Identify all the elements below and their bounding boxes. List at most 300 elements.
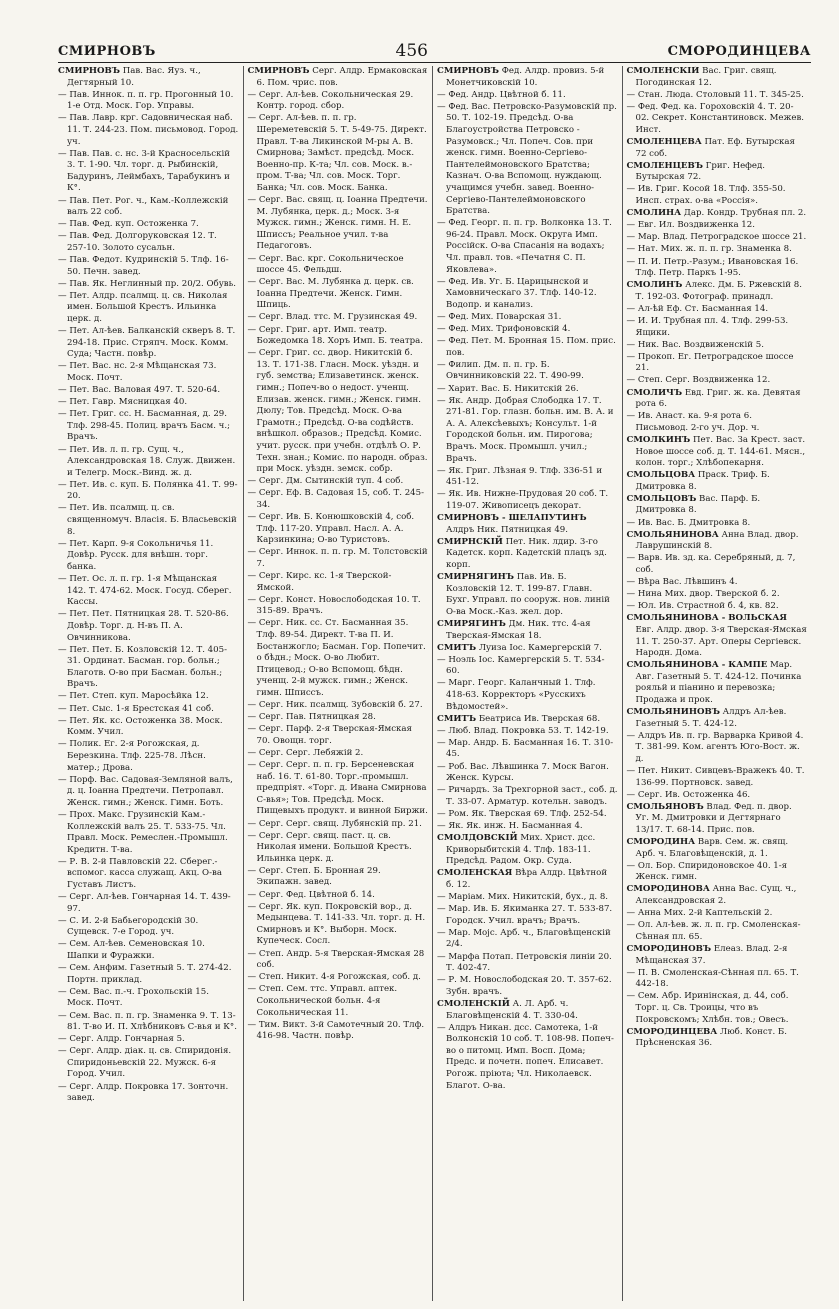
directory-entry [248, 113, 429, 194]
entry-text: — Серг. Григ. сс. двор. Никитскій б. 13. Т. 171-38. Гласн. Моск. уѣздн. и губ. земства; Елизаветинск. женск. гимн.; Попеч-во о недост. ученщ. Елизав. женск. гимн.; Женск. гимн. Дюлу; Тов. Предсѣд. Моск. О-ва Грамотн.; Предсѣд. О-ва содѣйств. внѣшкол. образов.; Предсѣд. Комис. учит. русск. при учебн. отдѣлѣ О. Р. Техн. знан.; Комис. по народн. образ. при Моск. уѣздн. земск. собр. [247, 348, 428, 475]
directory-entry [627, 470, 808, 493]
entry-text: — Серг. Ник. сс. Ст. Басманная 35. Тлф. 89-54. Директ. Т-ва П. И. Бостанжогло; Басман. Гор. Попечит. о бѣдн.; Моск. О-во Любит. Птицевод.; О-во Вспомощ. бѣдн. ученщ. 2-й мужск. гимн.; Женск. гимн. Шписсъ. [247, 618, 426, 698]
entry-text: — Алдръ Никан. дсс. Самотека, 1-й Волконскій 10 соб. Т. 108-98. Попеч-во о питомц. Имп. Восп. Дома; Предс. и почетн. попеч. Елисавет. Рогож. пріюта; Чл. Николаевск. Благот. О-ва. [437, 1022, 614, 1091]
entry-text: — Маріам. Мих. Никитскій, бух., д. 8. [437, 892, 609, 903]
directory-entry [627, 411, 808, 434]
entry-surname: СМИРНЯГИНЪ [437, 572, 515, 583]
entry-text: — Мар. Андр. Б. Басманная 16. Т. 310-45. [437, 737, 614, 760]
directory-entry [627, 577, 808, 589]
directory-entry [58, 539, 239, 574]
entry-text: — Пав. Фед. Долгоруковская 12. Т. 257-10. Золото сусальн. [58, 231, 217, 253]
directory-entry [58, 255, 239, 278]
directory-entry [437, 90, 618, 102]
entry-surname: СМИРНСКІЙ [437, 536, 503, 547]
directory-entry [248, 700, 429, 712]
entry-text: — Евг. Ил. Воздвиженка 12. [626, 220, 755, 231]
page-header [58, 38, 811, 63]
directory-entry [627, 220, 808, 232]
directory-entry [627, 1027, 808, 1050]
entry-text: — Як. Як. инж. Н. Басманная 4. [437, 821, 583, 831]
entry-text: — Марг. Георг. Каланчный 1. Тлф. 418-63. Корректоръ «Русскихъ Вѣдомостей». [437, 678, 596, 712]
directory-entry [248, 325, 429, 348]
directory-entry [627, 304, 808, 316]
directory-entry [58, 810, 239, 856]
entry-text: — Сем. Ал-ѣев. Семеновская 10. Шапки и Фуражки. [58, 939, 205, 962]
entry-text: Вѣра Алдр. Цвѣтной б. 12. [446, 868, 608, 890]
entry-text: — П. В. Смоленская-Сѣнная пл. 65. Т. 442-18. [626, 967, 799, 990]
entry-surname: СМОЛЬЯНИНОВА - ВОЛЬСКАЯ [626, 613, 787, 624]
directory-entry [627, 731, 808, 766]
entry-text: Елеаз. Влад. 2-я Мѣщанская 37. [635, 943, 788, 966]
directory-entry [58, 857, 239, 892]
entry-text: — Серг. Серг. п. п. гр. Берсеневская наб. 16. Т. 61-80. Торг.-промышл. предпріят. «Торг. д. Ивана Смирнова С-вья»; Тов. Предсѣд. Моск. Пищевыхъ продукт. и винной Биржи. [247, 760, 428, 817]
entry-text: Беатриса Ив. Тверская 68. [476, 713, 601, 724]
directory-entry [58, 963, 239, 986]
directory-entry [58, 231, 239, 254]
directory-entry [58, 409, 239, 444]
entry-text: — Пав. Фед. куп. Остоженка 7. [58, 219, 199, 230]
entry-text: — Пет. Пет. Б. Козловскій 12. Т. 405-31. Ординат. Басман. гор. больн.; Благотв. О-во при Басман. больн.; Врачъ. [58, 644, 227, 690]
entry-text: Анна Вас. Сущ. ч., Александровская 2. [635, 884, 797, 907]
entry-text: — Ол. Бор. Спиридоновское 40. 1-я Женск. гимн. [626, 860, 788, 883]
directory-entry [248, 984, 429, 1019]
directory-entry [437, 714, 618, 726]
entry-text: — Р. М. Новослободская 20. Т. 357-62. Зубн. врачъ. [437, 975, 612, 997]
directory-entry [437, 952, 618, 975]
directory-entry [627, 244, 808, 256]
directory-entry [248, 547, 429, 570]
entry-text: — Вѣра Вас. Лѣвшинъ 4. [626, 577, 738, 588]
entry-text: Дм. Ник. ттс. 4-ая Тверская-Ямская 18. [446, 618, 591, 641]
entry-text: Праск. Триф. Б. Дмитровка 8. [635, 470, 770, 492]
entry-text: — Серг. Влад. ттс. М. Грузинская 49. [247, 312, 418, 323]
entry-surname: СМОЛИНА [626, 208, 682, 219]
entry-text: Пав. Вас. Яуз. ч., Дегтярный 10. [67, 66, 201, 88]
entry-text: Анна Влад. двор. Лаврушинскій 8. [635, 529, 799, 552]
directory-entry [58, 939, 239, 962]
directory-entry [627, 861, 808, 884]
entry-text: — Як. Андр. Добрая Слободка 17. Т. 271-81. Гор. глазн. больн. им. В. А. и А. А. Алексѣевыхъ; Консульт. 1-й Городской больн. им. Пирогова; Врачъ. Моск. Промышл. учил.; Врачъ. [437, 395, 614, 464]
entry-surname: СМОЛЕНСКІЙ [626, 66, 700, 76]
directory-entry [437, 466, 618, 489]
directory-entry [58, 716, 239, 739]
directory-entry [58, 397, 239, 409]
entry-text: — Серг. Алдр. Покровка 17. Зонточн. завед. [58, 1081, 229, 1104]
directory-entry [437, 726, 618, 738]
entry-text: — Р. В. 2-й Павловскій 22. Сберег.-вспомог. касса служащ. Акц. О-ва Густавъ Листъ. [58, 856, 222, 890]
directory-entry [627, 257, 808, 280]
entry-text: — Серг. Серг. Лебяжій 2. [247, 747, 364, 758]
directory-entry [627, 968, 808, 991]
entry-text: — Серг. Иннок. п. п. гр. М. Толстовскій 7. [247, 547, 428, 569]
entry-text: — С. И. 2-й Бабьегородскій 30. Сущевск. 7-е Город. уч. [58, 915, 199, 938]
entry-text: — Серг. Григ. арт. Имп. театр. Божедомка 18. Хоръ Имп. Б. театра. [247, 324, 423, 347]
entry-text: Пав. Ив. Б. Козловскій 12. Т. 199-87. Главн. Бухг. Управл. по сооруж. нов. линій О-ва Моск.-Каз. жел. дор. [446, 572, 610, 617]
entry-surname: СМИРНОВЪ [247, 66, 310, 76]
directory-entry [248, 890, 429, 902]
directory-entry [248, 760, 429, 818]
entry-surname: СМОЛЬЦОВЪ [626, 493, 697, 504]
column-3 [432, 66, 622, 1301]
directory-entry [58, 609, 239, 644]
directory-entry [627, 494, 808, 517]
running-head-left: СМИРНОВЪ [58, 44, 156, 59]
entry-text: — Харит. Вас. Б. Никитскій 26. [437, 383, 579, 394]
entry-text: — Ал-ѣй Еф. Ст. Басманная 14. [626, 303, 769, 314]
entry-text: Евд. Григ. ж. ка. Девятая рота 6. [635, 387, 801, 410]
directory-entry [58, 503, 239, 538]
directory-entry [437, 537, 618, 572]
directory-entry [248, 476, 429, 488]
directory-entry [248, 866, 429, 889]
column-1 [58, 66, 243, 1301]
directory-entry [627, 908, 808, 920]
directory-entry [248, 1020, 429, 1043]
entry-text: — Серг. Ник. псалмщ. Зубовскій б. 27. [247, 700, 423, 711]
directory-entry [627, 707, 808, 730]
entry-text: — Мар. Ив. Б. Якиманка 27. Т. 533-87. Городск. Учил. врачъ; Врачъ. [437, 904, 613, 926]
directory-entry [437, 619, 618, 642]
directory-entry [627, 837, 808, 860]
entry-text: — Серг. Фед. Цвѣтной б. 14. [247, 889, 375, 900]
entry-text: — Роб. Вас. Лѣвшинка 7. Моск Вагон. Женск. Курсы. [437, 761, 609, 784]
directory-entry [437, 66, 618, 89]
page-number: 456 [395, 41, 428, 61]
directory-entry [627, 660, 808, 706]
entry-text: — Пет. Степ. куп. Маросѣйка 12. [58, 691, 209, 702]
entry-surname: СМИРНОВЪ [437, 66, 500, 76]
directory-entry [627, 802, 808, 837]
entry-text: — Серг. Серг. свящ. паст. ц. св. Николая имени. Большой Крестъ. Ильинка церк. д. [247, 830, 412, 864]
directory-entry [58, 775, 239, 810]
entry-text: — Як. Ив. Нижне-Прудовая 20 соб. Т. 119-07. Живописецъ декорат. [437, 489, 609, 511]
entry-text: — Серг. Степ. Б. Бронная 29. Экипажн. завед. [247, 865, 381, 888]
entry-text: — Сем. Вас. п. п. гр. Знаменка 9. Т. 13-81. Т-во И. П. Хлѣбниковъ С-вья и К°. [58, 1010, 237, 1033]
entry-text: — Степ. Андр. 5-я Тверская-Ямская 28 соб. [247, 948, 425, 971]
directory-entry [437, 999, 618, 1022]
entry-text: — Пет. Никит. Сивцевъ-Вражекъ 40. Т. 136-99. Портновск. завед. [626, 766, 805, 788]
directory-entry [58, 1034, 239, 1046]
entry-surname: СМОЛЕНСКІЙ [437, 998, 510, 1009]
entry-text: — Пет. Ив. л. п. гр. Сущ. ч., Александровская 18. Служ. Движен. и Телегр. Моск.-Винд. ж. д. [58, 444, 236, 478]
entry-text: — Степ. Сем. ттс. Управл. аптек. Сокольнической больн. 4-я Сокольническая 11. [247, 984, 398, 1018]
entry-text: — Фед. Мих. Поварская 31. [437, 311, 562, 322]
entry-surname: СМОЛЕНЦЕВА [626, 137, 702, 148]
entry-text: — Степ. Никит. 4-я Рогожская, соб. д. [247, 972, 421, 983]
directory-entry [248, 595, 429, 618]
entry-text: — Фед. Андр. Цвѣтной б. 11. [437, 89, 566, 100]
directory-entry [248, 195, 429, 253]
directory-entry [437, 738, 618, 761]
directory-entry [437, 975, 618, 998]
directory-entry [248, 618, 429, 699]
directory-entry [437, 513, 618, 536]
directory-entry [627, 388, 808, 411]
entry-surname: СМИРНОВЪ [58, 66, 121, 76]
entry-text: Серг. Алдр. Ермаковская 6. Пом. чрис. пов. [256, 66, 428, 88]
directory-entry [58, 326, 239, 361]
directory-entry [627, 375, 808, 387]
directory-entry [58, 279, 239, 291]
entry-text: — Пав. Пет. Рог. ч., Кам.-Коллежскій валъ 22 соб. [58, 195, 229, 218]
entry-text: — Пав. Лавр. крг. Садовническая наб. 11. Т. 244-23. Пом. письмовод. Город. уч. [58, 113, 239, 147]
entry-text: Алдръ Ал-ѣев. Газетный 5. Т. 424-12. [635, 707, 787, 729]
column-4 [622, 66, 812, 1301]
directory-entry [627, 884, 808, 907]
directory-entry [627, 790, 808, 802]
entry-text: — Нат. Мих. ж. п. п. гр. Знаменка 8. [626, 244, 792, 255]
entry-text: — И. И. Трубная пл. 4. Тлф. 299-53. Ящики. [626, 315, 789, 338]
directory-entry [58, 66, 239, 89]
entry-text: — Пет. Ос. л. п. гр. 1-я Мѣщанская 142. Т. 474-62. Моск. Госуд. Сберег. Кассы. [58, 574, 232, 608]
entry-text: Алекс. Дм. Б. Ржевскій 8. Т. 192-03. Фотограф. принадл. [635, 280, 802, 302]
entry-text: — Серг. Як. куп. Покровскій вор., д. Медынцева. Т. 141-33. Чл. торг. д. Н. Смирновъ и К°. Выборн. Моск. Купеческ. Сосл. [247, 901, 426, 947]
directory-entry [627, 232, 808, 244]
entry-text: — Серг. Парф. 2-я Тверская-Ямская 70. Овощн. торг. [247, 724, 412, 746]
directory-entry [627, 589, 808, 601]
directory-entry [58, 691, 239, 703]
entry-text: — Як. Григ. Лѣзная 9. Тлф. 336-51 и 451-12. [437, 465, 603, 488]
entry-surname: СМОЛЬЯНИНОВЪ [626, 707, 720, 718]
directory-entry [248, 724, 429, 747]
entry-text: — Люб. Влад. Покровка 53. Т. 142-19. [437, 725, 609, 736]
entry-text: — Полик. Ег. 2-я Рогожская, д. Березкина. Тлф. 225-78. Лѣсн. матер.; Дрова. [58, 739, 206, 773]
directory-entry [627, 530, 808, 553]
directory-entry [627, 66, 808, 89]
directory-entry [627, 340, 808, 352]
directory-entry [627, 90, 808, 102]
directory-entry [58, 149, 239, 195]
entry-text: — Серг. Пав. Пятницкая 28. [247, 712, 376, 723]
entry-surname: СМОЛЕНЦЕВЪ [626, 160, 703, 171]
column-2 [243, 66, 433, 1301]
directory-entry [248, 348, 429, 476]
entry-text: — Сем. Вас. п.-ч. Грохольскій 15. Моск. Почт. [58, 986, 209, 1009]
directory-entry [58, 480, 239, 503]
directory-entry [58, 704, 239, 716]
entry-text: — Мар. Мојс. Арб. ч., Благовѣщенскій 2/4. [437, 927, 611, 950]
directory-entry [627, 137, 808, 160]
entry-text: — Серг. Ал-ѣев. п. п. гр. Шереметевскій 5. Т. 5-49-75. Директ. Правл. Т-ва Ликинской М-ры А. В. Смирнова; Замѣст. предсѣд. Моск. Военно-пр. К-та; Чл. сов. Моск. в.-пром. Т-ва; Чл. сов. Моск. Торг. Банка; Чл. сов. Моск. Банка. [247, 113, 427, 193]
entry-text: — Пав. Федот. Кудринскій 5. Тлф. 16-50. Печн. завед. [58, 255, 229, 277]
entry-text: — Ник. Вас. Воздвиженскій 5. [626, 339, 764, 350]
entry-text: — Серг. Алдр. Гончарная 5. [58, 1034, 185, 1045]
entry-text: — Серг. Еф. В. Садовая 15, соб. Т. 245-34. [247, 488, 424, 510]
entry-text: — Фед. Георг. п. п. гр. Волконка 13. Т. 96-24. Правл. Моск. Округа Имп. Россійск. О-ва Спасанія на водахъ; Чл. правл. тов. «Печатня С. П. Яковлева». [437, 218, 612, 275]
entry-text: Луиза Іос. Камергерскій 7. [476, 642, 602, 653]
entry-surname: СМОРОДИНОВА [626, 884, 710, 895]
entry-text: — Прокоп. Ег. Петроградское шоссе 21. [626, 351, 794, 374]
directory-entry [437, 809, 618, 821]
directory-entry [58, 987, 239, 1010]
entry-text: — П. И. Петр.-Разум.; Ивановская 16. Тлф. Петр. Паркъ 1-95. [626, 256, 799, 279]
entry-text: — Пав. Як. Неглинный пр. 20/2. Обувь. [58, 278, 237, 289]
directory-entry [248, 748, 429, 760]
entry-text: — Серг. Алдр. діак. ц. св. Спиридонія. Спиридоньевскій 22. Мужск. 6-я Город. Учил. [58, 1046, 232, 1080]
entry-surname: СМОЛИНЪ [626, 280, 683, 291]
entry-text: Пат. Еф. Бутырская 72 соб. [635, 137, 795, 159]
directory-entry [437, 1023, 618, 1093]
entry-text: — Пет. Алдр. псалмщ. ц. св. Николая имен. Большой Крестъ. Ильинка церк. д. [58, 290, 228, 324]
entry-text: — Серг. Серг. свящ. Лубянскій пр. 21. [247, 818, 422, 829]
entry-text: — Ив. Анаст. ка. 9-я рота 6. Письмовод. 2-го уч. Дор. ч. [626, 411, 760, 433]
directory-entry [58, 219, 239, 231]
entry-text: — Стан. Люда. Столовый 11. Т. 345-25. [626, 89, 804, 100]
directory-entry [58, 445, 239, 480]
entry-text: — Пет. Сыс. 1-я Брестская 41 соб. [58, 703, 214, 714]
directory-entry [58, 1011, 239, 1034]
entry-text: — Серг. Ал-ѣев. Сокольническая 29. Контр. город. сбор. [247, 89, 414, 112]
directory-entry [437, 643, 618, 655]
directory-entry [627, 280, 808, 303]
directory-entry [58, 361, 239, 384]
entry-text: — Пет. Ив. псалмщ. ц. св. священномуч. Власія. Б. Власьевскій 8. [58, 503, 237, 537]
entry-text: — Ив. Григ. Косой 18. Тлф. 355-50. Инсп. страх. о-ва «Россія». [626, 184, 786, 207]
entry-text: — Пет. Григ. сс. Н. Басманная, д. 29. Тлф. 298-45. Полиц. врачъ Басм. ч.; Врачъ. [58, 409, 230, 443]
directory-entry [627, 518, 808, 530]
entry-text: — Серг. Ал-ѣев. Гончарная 14. Т. 439-97. [58, 892, 231, 914]
directory-entry [58, 196, 239, 219]
entry-text: Фед. Алдр. провиз. 5-й Монетчиковскій 10. [446, 66, 605, 88]
directory-entry [437, 396, 618, 466]
directory-entry [627, 991, 808, 1026]
entry-surname: СМОРОДИНОВЪ [626, 943, 712, 954]
directory-entry [58, 291, 239, 326]
entry-text: — Алдръ Ив. п. гр. Варварка Кривой 4. Т. 381-99. Ком. агентъ Юго-Вост. ж. д. [626, 730, 804, 764]
entry-text: А. Л. Арб. ч. Благовѣщенскій 4. Т. 330-04. [446, 998, 578, 1021]
directory-entry [437, 218, 618, 276]
entry-surname: СМОРОДИНЦЕВА [626, 1026, 718, 1037]
directory-entry [437, 489, 618, 512]
directory-entry [627, 352, 808, 375]
directory-entry [437, 833, 618, 868]
entry-text: — Серг. Вас. М. Лубянка д. церк. св. Іоанна Предтечи. Женск. Гимн. Шпиць. [247, 277, 414, 311]
entry-surname: СМИТЪ [437, 713, 477, 724]
directory-entry [248, 66, 429, 89]
directory-entry [248, 488, 429, 511]
entry-text: — Прох. Макс. Грузинскій Кам.-Коллежскій валъ 25. Т. 533-75. Чл. Правл. Моск. Ремеслен.-Промышл. Кредитн. Т-ва. [58, 809, 228, 855]
entry-text: Люб. Конст. Б. Прѣсненская 36. [635, 1026, 787, 1049]
entry-text: — Пет. Карп. 9-я Сокольничья 11. Довѣр. Русск. для внѣшн. торг. банка. [58, 538, 214, 572]
directory-entry [58, 574, 239, 609]
directory-columns [58, 66, 811, 1301]
entry-text: — Нина Мих. двор. Тверской б. 2. [626, 589, 780, 600]
entry-surname: СМОЛЬЯНИНОВА - КАМПЕ [626, 660, 768, 671]
directory-entry [248, 819, 429, 831]
directory-entry [437, 892, 618, 904]
directory-entry [248, 571, 429, 594]
directory-entry [627, 102, 808, 137]
entry-text: Алдръ Ник. Пятницкая 49. [446, 524, 568, 535]
entry-text: — Пав. Пав. с. нс. 3-й Красносельскій 3. Т. 1-90. Чл. торг. д. Рыбинскій, Бадуринъ, Леймбахъ, Тарабукинъ и К°. [58, 148, 230, 194]
entry-surname: СМИРНОВЪ - ШЕЛАПУТИНЪ [437, 513, 587, 524]
directory-entry [437, 928, 618, 951]
directory-entry [58, 90, 239, 113]
entry-text: — Пет. Ив. с. куп. Б. Полянка 41. Т. 99-20. [58, 479, 238, 502]
entry-text: — Сем. Анфим. Газетный 5. Т. 274-42. Портн. приклад. [58, 963, 232, 985]
directory-entry [437, 102, 618, 218]
directory-entry [58, 1046, 239, 1081]
entry-text: Пет. Вас. За Крест. заст. Новое шоссе соб. д. Т. 144-61. Мясн., колон. торг.; Хлѣбопекарня. [635, 434, 806, 469]
entry-text: Пет. Ник. лдир. 3-го Кадетск. корп. Кадетскій плацъ зд. корп. [446, 536, 607, 570]
directory-entry [437, 312, 618, 324]
entry-text: Влад. Фед. п. двор. Уг. М. Дмитровки и Дегтярнаго 13/17. Т. 68-14. Прис. пов. [635, 801, 792, 835]
entry-text: — Юл. Ив. Страстной б. 4, кв. 82. [626, 601, 779, 612]
directory-entry [58, 892, 239, 915]
entry-text: — Пет. Вас. Валовая 497. Т. 520-64. [58, 385, 221, 396]
entry-text: Варв. Сем. ж. свящ. Арб. ч. Благовѣщенскій, д. 1. [635, 837, 789, 859]
directory-entry [248, 90, 429, 113]
entry-text: — Сем. Абр. Иринінская, д. 44, соб. Торг. ц. Св. Троицы, что въ Покровскомъ; Хлѣбн. тов.; Овесъ. [626, 991, 789, 1025]
directory-entry [437, 868, 618, 891]
entry-text: — Анна Мих. 2-й Каптельскій 2. [626, 908, 773, 919]
directory-entry [58, 113, 239, 148]
entry-text: — Пав. Иннок. п. п. гр. Прогонный 10. 1-е Отд. Моск. Гор. Управы. [58, 89, 234, 112]
directory-entry [248, 949, 429, 972]
directory-entry [437, 277, 618, 312]
entry-text: — Серг. Вас. крг. Сокольническое шоссе 45. Фельдш. [247, 253, 404, 276]
directory-entry [58, 385, 239, 397]
entry-text: — Пет. Як. кс. Остоженка 38. Моск. Комм. Учил. [58, 715, 223, 738]
entry-text: Григ. Нефед. Бутырская 72. [635, 160, 765, 183]
entry-text: Мих. Христ. дсс. Криворыбитскій 4. Тлф. 183-11. Предсѣд. Радом. Окр. Суда. [446, 833, 596, 867]
directory-entry [627, 601, 808, 613]
entry-text: — Пет. Пет. Пятницкая 28. Т. 520-86. Довѣр. Торг. д. Н-въ П. А. Овчинникова. [58, 609, 229, 643]
directory-entry [248, 254, 429, 277]
directory-entry [58, 739, 239, 774]
entry-text: — Ноэль Іос. Камергерскій 5. Т. 534-60. [437, 654, 605, 677]
entry-text: — Варв. Ив. зд. ка. Серебряный, д. 7, соб. [626, 553, 796, 575]
entry-text: — Серг. Ив. Б. Конюшковскій 4, соб. Тлф. 117-20. Управл. Насл. А. А. Карзинкина; О-во Туристовъ. [247, 512, 415, 546]
directory-entry [627, 553, 808, 576]
entry-text: — Фед. Ив. Уг. Б. Царицынской и Хамовническаго 37. Тлф. 140-12. Водопр. и канализ. [437, 276, 597, 310]
directory-entry [248, 712, 429, 724]
directory-entry [437, 384, 618, 396]
entry-text: — Фед. Пет. М. Бронная 15. Пом. прис. пов. [437, 336, 616, 358]
directory-entry [248, 972, 429, 984]
directory-entry [437, 655, 618, 678]
directory-entry [437, 762, 618, 785]
directory-entry [437, 360, 618, 383]
running-head-right: СМОРОДИНЦЕВА [667, 44, 811, 59]
entry-text: — Тим. Викт. 3-й Самотечный 20. Тлф. 416-98. Частн. повѣр. [247, 1019, 425, 1042]
entry-surname: СМИРЯГИНЪ [437, 618, 506, 629]
directory-entry [437, 785, 618, 808]
directory-entry [248, 902, 429, 948]
entry-surname: СМОЛЬЯНИНОВА [626, 529, 719, 540]
entry-text: — Фед. Мих. Трифоновскій 4. [437, 324, 571, 335]
entry-text: — Мар. Влад. Петроградское шоссе 21. [626, 232, 807, 243]
entry-text: — Серг. Ив. Остоженка 46. [626, 789, 751, 800]
directory-entry [627, 316, 808, 339]
entry-surname: СМОЛЕНСКАЯ [437, 868, 513, 879]
entry-text: — Ол. Ал-ѣев. ж. л. п. гр. Смоленская-Сѣнная пл. 65. [626, 920, 801, 942]
directory-entry [437, 324, 618, 336]
entry-text: — Филип. Дм. п. п. гр. Б. Овчинниковскій 22. Т. 490-99. [437, 359, 584, 382]
entry-text: — Фед. Фед. ка. Гороховскій 4. Т. 20-02. Секрет. Константиновск. Межев. Инст. [626, 101, 805, 135]
entry-surname: СМОЛКИНЪ [626, 434, 691, 445]
directory-entry [248, 277, 429, 312]
directory-entry [627, 944, 808, 967]
entry-text: — Серг. Вас. свящ. ц. Іоанна Предтечи. М. Лубянка, церк. д.; Моск. 3-я Мужск. гимн.; Женск. гимн. Н. Е. Шписсъ; Реальное учил. т-ва Педагоговъ. [247, 195, 428, 252]
directory-entry [248, 312, 429, 324]
directory-entry [627, 920, 808, 943]
entry-surname: СМОЛЬЦОВА [626, 470, 696, 481]
directory-entry [627, 161, 808, 184]
entry-text: — Пет. Гавр. Мясницкая 40. [58, 397, 188, 408]
entry-surname: СМОЛИЧЪ [626, 387, 683, 398]
directory-entry [437, 678, 618, 713]
